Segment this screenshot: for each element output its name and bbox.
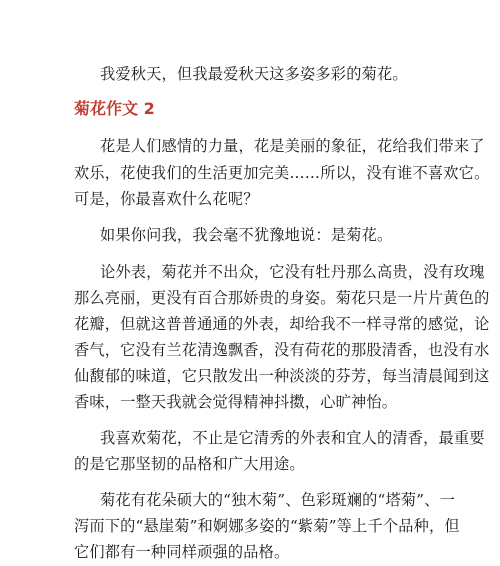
paragraph-5-line-1: 菊花有花朵硕大的“独木菊”、色彩斑斓的“塔菊”、一 bbox=[100, 491, 455, 509]
paragraph-2-line-1: 如果你问我，我会毫不犹豫地说：是菊花。 bbox=[100, 226, 393, 244]
paragraph-4-line-2: 的是它那坚韧的品格和广大用途。 bbox=[74, 455, 305, 473]
paragraph-3-line-6: 香味，一整天我就会觉得精神抖擞，心旷神怡。 bbox=[74, 393, 398, 411]
paragraph-3-line-5: 仙馥郁的味道，它只散发出一种淡淡的芬芳，每当清晨闻到这 bbox=[74, 367, 490, 385]
paragraph-1-line-3: 可是，你最喜欢什么花呢？ bbox=[74, 190, 259, 208]
paragraph-1-line-2: 欢乐，花使我们的生活更加完美……所以，没有谁不喜欢它。 bbox=[74, 164, 490, 182]
paragraph-3-line-2: 那么亮丽，更没有百合那娇贵的身姿。菊花只是一片片黄色的 bbox=[74, 289, 490, 307]
paragraph-5-line-3: 它们都有一种同样顽强的品格。 bbox=[74, 543, 290, 561]
paragraph-3-line-1: 论外表，菊花并不出众，它没有牡丹那么高贵，没有玫瑰 bbox=[100, 263, 485, 281]
paragraph-5-line-2: 泻而下的“悬崖菊”和婀娜多姿的“紫菊”等上千个品种，但 bbox=[74, 517, 460, 535]
paragraph-1-line-1: 花是人们感情的力量，花是美丽的象征，花给我们带来了 bbox=[100, 137, 485, 155]
paragraph-4-line-1: 我喜欢菊花，不止是它清秀的外表和宜人的清香，最重要 bbox=[100, 429, 485, 447]
essay-heading: 菊花作文 2 bbox=[74, 99, 155, 118]
paragraph-3-line-4: 香气，它没有兰花清逸飘香，没有荷花的那股清香，也没有水 bbox=[74, 341, 490, 359]
intro-line: 我爱秋天，但我最爱秋天这多姿多彩的菊花。 bbox=[100, 65, 408, 83]
paragraph-3-line-3: 花瓣，但就这普普通通的外表，却给我不一样寻常的感觉，论 bbox=[74, 315, 490, 333]
